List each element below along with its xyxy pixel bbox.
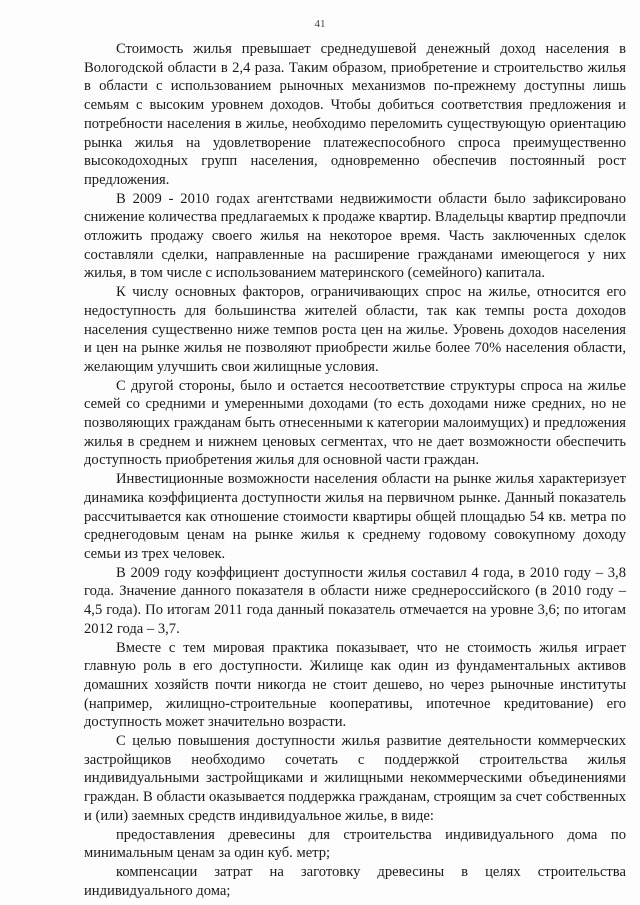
paragraph-support-measures: С целью повышения доступности жилья развитие деятельности коммерческих застройщиков необходимо сочетать с поддержкой строительства жилья индивидуальными застройщиками и жилищными некоммерческими объединениями граждан. В области оказывается поддержка гражданам, строящим за счет собственных и (или) заемных средств индивидуальное жилье, в виде: (84, 733, 626, 824)
document-body (84, 40, 626, 900)
paragraph-world-practice: Вместе с тем мировая практика показывает, что не стоимость жилья играет главную роль в его доступности. Жилище как один из фундаментальных активов домашних хозяйств почти никогда не стоит дешево, но через рыночные институты (например, жилищно-строительные кооперативы, ипотечное кредитование) его доступность может значительно возрасти. (84, 639, 626, 731)
paragraph-2009-2010-market: В 2009 - 2010 годах агентствами недвижимости области было зафиксировано снижение количества предлагаемых к продаже квартир. Владельцы квартир предпочли отложить продажу своего жилья на некоторое время. Часть заключенных сделок составляли сделки, направленные на расширение гражданами имеющегося у них жилья, в том числе с использованием материнского (семейного) капитала. (84, 190, 626, 282)
list-item-cost-compensation: компенсации затрат на заготовку древесины в целях строительства индивидуального дома; (84, 863, 626, 899)
paragraph-coefficient-values: В 2009 году коэффициент доступности жилья составил 4 года, в 2010 году – 3,8 года. Значение данного показателя в области ниже среднероссийского (в 2010 году – 4,5 года). По итогам 2011 года данный показатель отмечается на уровне 3,6; по итогам 2012 года – 3,7. (84, 564, 626, 637)
paragraph-housing-cost: Стоимость жилья превышает среднедушевой денежный доход населения в Вологодской области в 2,4 раза. Таким образом, приобретение и строительство жилья в области с использованием рыночных механизмов по-прежнему доступны лишь семьям с высоким уровнем доходов. Чтобы добиться соответствия предложения и потребности населения в жилье, необходимо переломить существующую ориентацию рынка жилья на удовлетворение платежеспособного спроса преимущественно высокодоходных групп населения, одновременно обеспечив постоянный рост предложения. (84, 41, 626, 188)
list-item-timber-supply: предоставления древесины для строительства индивидуального дома по минимальным ценам за один куб. метр; (84, 826, 626, 862)
paragraph-demand-supply-mismatch: С другой стороны, было и остается несоответствие структуры спроса на жилье семей со средними и умеренными доходами (то есть доходами ниже средних, но не позволяющих гражданам быть отнесенными к категории малоимущих) и предложения жилья в среднем и нижнем ценовых сегментах, что не дает возможности обеспечить доступность приобретения жилья для основной части граждан. (84, 377, 626, 469)
paragraph-demand-factors: К числу основных факторов, ограничивающих спрос на жилье, относится его недоступность для большинства жителей области, так как темпы роста доходов населения существенно ниже темпов роста цен на жилье. Уровень доходов населения и цен на рынке жилья не позволяют приобрести жилье более 70% населения области, желающим улучшить свои жилищные условия. (84, 284, 626, 375)
paragraph-affordability-coefficient: Инвестиционные возможности населения области на рынке жилья характеризует динамика коэффициента доступности жилья на первичном рынке. Данный показатель рассчитывается как отношение стоимости квартиры общей площадью 54 кв. метра по среднегодовым ценам на рынке жилья к среднему годовому совокупному доходу семьи из трех человек. (84, 471, 626, 562)
page-number: 41 (314, 18, 326, 30)
